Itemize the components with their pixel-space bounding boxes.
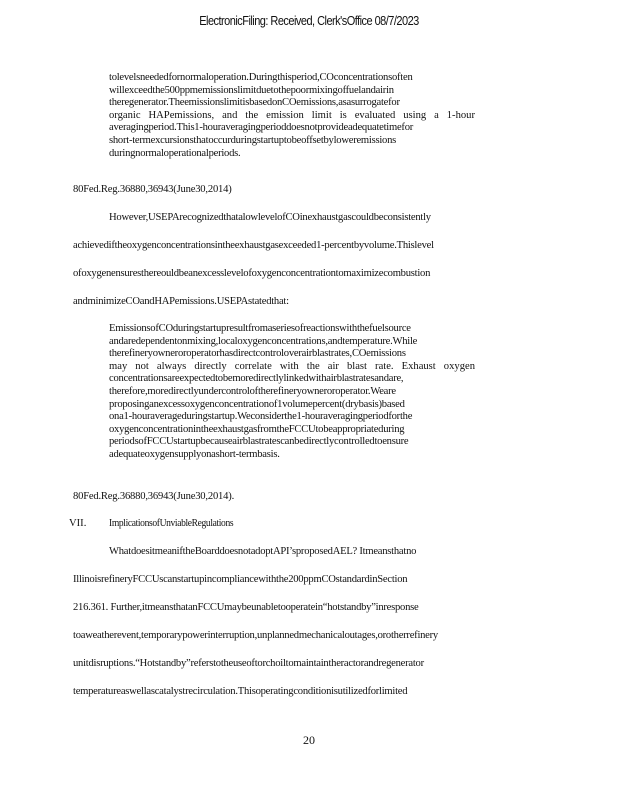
paragraph-line: andminimizeCOandHAPemissions.USEPAstatedthat: bbox=[73, 296, 289, 307]
quote-line: averagingperiod.This1-houraveragingperioddoesnotprovideadequatetimefor bbox=[109, 122, 414, 134]
block-quote-1 bbox=[109, 72, 475, 160]
quote-line: periodsofFCCUstartupbecauseairblastratescanbedirectlycontrolledtoensure bbox=[109, 436, 409, 448]
quote-line: short-termexcursionsthatoccurduringstartuptobeoffsetbyloweremissions bbox=[109, 134, 397, 146]
paragraph-line: 216.361. Further,itmeansthatanFCCUmaybeunabletooperatein“hotstandby”inresponse bbox=[73, 602, 419, 613]
citation: 80Fed.Reg.36880,36943(June30,2014) bbox=[73, 184, 232, 195]
paragraph-line: toaweatherevent,temporarypowerinterruption,unplannedmechanicaloutages,orotherrefinery bbox=[73, 630, 438, 641]
quote-line: duringnormaloperationalperiods. bbox=[109, 147, 241, 159]
quote-line: willexceedthe500ppmemissionslimitduetothepoormixingoffuelandairin bbox=[109, 84, 394, 96]
paragraph-line: WhatdoesitmeaniftheBoarddoesnotadoptAPI’sproposedAEL? Itmeansthatno bbox=[109, 546, 417, 557]
paragraph-line: ofoxygenensuresthereouldbeanexcesslevelofoxygenconcentrationtomaximizecombustion bbox=[73, 268, 431, 279]
quote-line: therefineryowneroroperatorhasdirectcontroloverairblastrates,COemissions bbox=[109, 348, 406, 360]
paragraph-line: unitdisruptions.“Hotstandby”referstotheuseoftorchoiltomaintaintheractorandregenerator bbox=[73, 658, 424, 669]
paragraph-line: achievediftheoxygenconcentrationsintheexhaustgasexceeded1-percentbyvolume.Thislevel bbox=[73, 240, 434, 251]
quote-line: organic HAPemissions, and the emission limit is evaluated using a 1-hour bbox=[109, 109, 475, 121]
quote-line: ona1-houraverageduringstartup.Weconsiderthe1-houraveragingperiodforthe bbox=[109, 411, 413, 423]
quote-line: concentrationsareexpectedtobemoredirectlylinkedwithairblastratesandare, bbox=[109, 373, 404, 385]
quote-line: proposinganexcessoxygenconcentrationof1volumepercent(drybasis)based bbox=[109, 398, 405, 410]
filing-header: ElectronicFiling: Received, Clerk'sOffice 08/7/2023 bbox=[199, 14, 419, 28]
page-number: 20 bbox=[303, 733, 315, 747]
section-number: VII. bbox=[69, 518, 87, 529]
paragraph-line: IllinoisrefineryFCCUscanstartupincompliancewiththe200ppmCOstandardinSection bbox=[73, 574, 408, 585]
quote-line: adequateoxygensupplyonashort-termbasis. bbox=[109, 448, 280, 460]
quote-line: may not always directly correlate with the air blast rate. Exhaust oxygen bbox=[109, 360, 475, 372]
quote-line: therefore,moredirectlyundercontroloftherefineryowneroroperator.Weare bbox=[109, 385, 396, 397]
quote-line: tolevelsneededfornormaloperation.Duringthisperiod,COconcentrationsoften bbox=[109, 72, 413, 83]
section-heading: ImplicationsofUnviableRegulations bbox=[109, 518, 234, 529]
quote-line: oxygenconcentrationintheexhaustgasfromtheFCCUtobeappropriateduring bbox=[109, 423, 405, 435]
paragraph-line: temperatureaswellascatalystrecirculation.Thisoperatingconditionisutilizedforlimited bbox=[73, 686, 408, 697]
paragraph-line: However,USEPArecognizedthatalowlevelofCOinexhaustgascouldbeconsistently bbox=[109, 212, 431, 223]
citation: 80Fed.Reg.36880,36943(June30,2014). bbox=[73, 491, 235, 502]
quote-line: theregenerator.TheemissionslimitisbasedonCOemissions,asasurrogatefor bbox=[109, 97, 400, 109]
quote-line: EmissionsofCOduringstartupresultfromaseriesofreactionswiththefuelsource bbox=[109, 323, 411, 334]
block-quote-2 bbox=[109, 323, 475, 462]
quote-line: andaredependentonmixing,localoxygenconcentrations,andtemperature.While bbox=[109, 335, 418, 347]
